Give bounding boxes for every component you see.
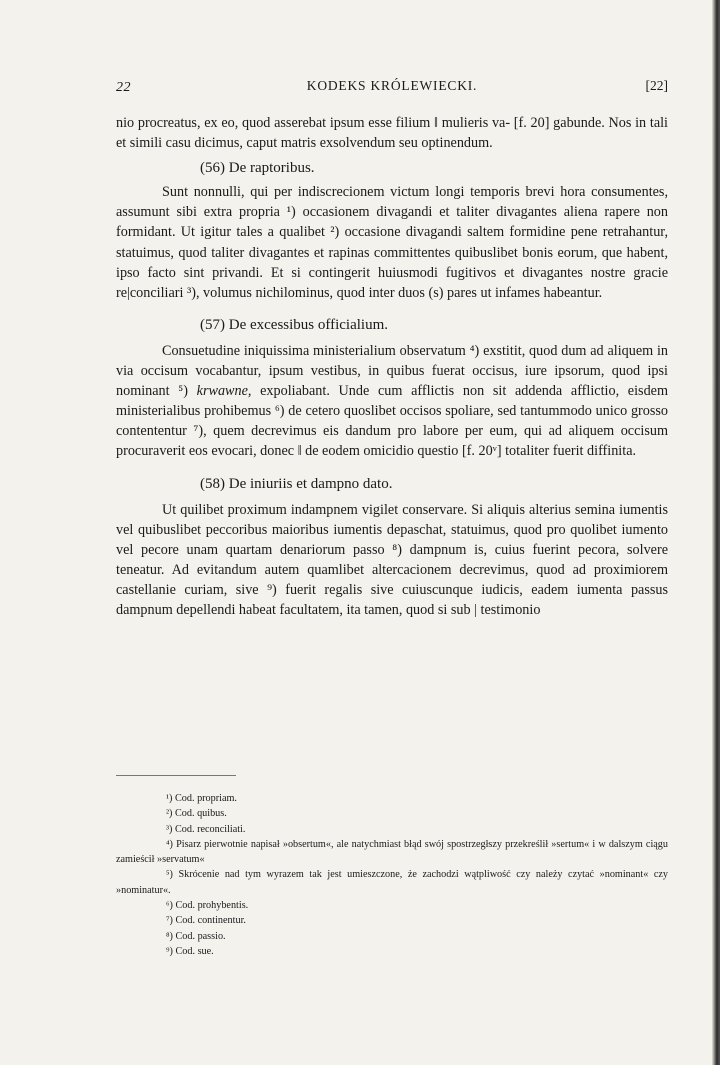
running-header [116, 78, 668, 98]
intro-paragraph: nio procreatus, ex eo, quod asserebat ipsum esse filium ‖ mulieris va- [f. 20] gabunde. Nos in tali et simili casu dicimus, caput matris exsolvendum seu optinendum. [116, 115, 668, 152]
section-58-text: Ut quilibet proximum indampnem vigilet conservare. Si aliquis alterius semina iumentis vel quibuslibet peccoribus maioribus iumentis depaschat, statuimus, quod pro quolibet iumento vel pecore unam quartam denariorum passo ⁸) dampnum is, cuius fuerint pecora, solvere teneatur. Ad evitandum autem quamlibet altercacionem decrevimus, quod ad proximiorem castellanie curiam, sive ⁹) fuerit regalis sive cuiuscunque iudicis, eadem iumenta passus dampnum depellendi habeat facultatem, ita tamen, quod si sub | testimonio [116, 501, 668, 619]
footnote-4: ⁴) Pisarz pierwotnie napisał »obsertum«, ale natychmiast błąd swój spostrzegłszy przekreślił »sertum« i w dalszym ciągu zamieścił »servatum« [116, 838, 668, 866]
footnote-8: ⁸) Cod. passio. [166, 930, 226, 942]
footnote-6: ⁶) Cod. prohybentis. [166, 900, 249, 912]
page-edge-shadow [712, 0, 720, 1065]
footnote-1: ¹) Cod. propriam. [166, 793, 237, 804]
footnote-9: ⁹) Cod. sue. [166, 945, 214, 957]
main-text [116, 113, 668, 620]
running-title: KODEKS KRÓLEWIECKI. [306, 78, 478, 93]
folio-reference: [22] [645, 78, 668, 93]
section-58-heading: (58) De iniuriis et dampno dato. [200, 475, 393, 492]
section-57-text-b: expoliabant. Unde cum afflictis non sit addenda afflictio, eisdem ministerialibus prohibemus ⁶) de cetero quoslibet occisos spoliare, sed tantummodo unico grosso contententur ⁷), quem decrevimus eis dandum pro labore per eum, qui ad aliquem occisum procuraverit eos evocari, donec ‖ de eodem omicidio questio [f. 20ᵛ] totaliter fuerit diffinita. [116, 383, 668, 460]
footnote-divider [116, 775, 236, 776]
section-56-heading: (56) De raptoribus. [200, 160, 315, 177]
footnote-7: ⁷) Cod. continentur. [166, 915, 246, 927]
page-number: 22 [116, 80, 131, 95]
footnote-2: ²) Cod. quibus. [166, 808, 227, 820]
footnote-5: ⁵) Skrócenie nad tym wyrazem tak jest umieszczone, że zachodzi wątpliwość czy należy czytać »nominant« czy »nominatur«. [116, 869, 668, 896]
section-57-text-a: Consuetudine iniquissima ministerialium observatum ⁴) exstitit, quod dum ad aliquem in via occisum vocabantur, ipsum vestibus, in quibus fuerat occisus, iure ipsorum, quod ipsi nominant ⁵) [116, 342, 668, 400]
section-57-term: krwawne, [196, 383, 252, 400]
section-57-heading: (57) De excessibus officialium. [200, 316, 389, 333]
footnotes [116, 791, 668, 959]
footnote-3: ³) Cod. reconciliati. [166, 823, 246, 835]
section-56-text: Sunt nonnulli, qui per indiscrecionem victum longi temporis brevi hora consumentes, assumunt sibi extra propria ¹) occasionem divagandi et taliter divagantes aliena rapere non formidant. Ut igitur tales a qualibet ²) occasione divagandi saltem formidine pene retrahantur, statuimus, quod taliter divagantes et rapinas committentes quibuslibet bonis eorum, que habent, ipso facto sint privandi. Et si contingerit huiusmodi fugitivos et divagantes nostre gracie re|conciliari ³), volumus nichilominus, quod inter duos (s) pares ut infames habeantur. [116, 184, 668, 301]
section-57-text [116, 341, 668, 462]
